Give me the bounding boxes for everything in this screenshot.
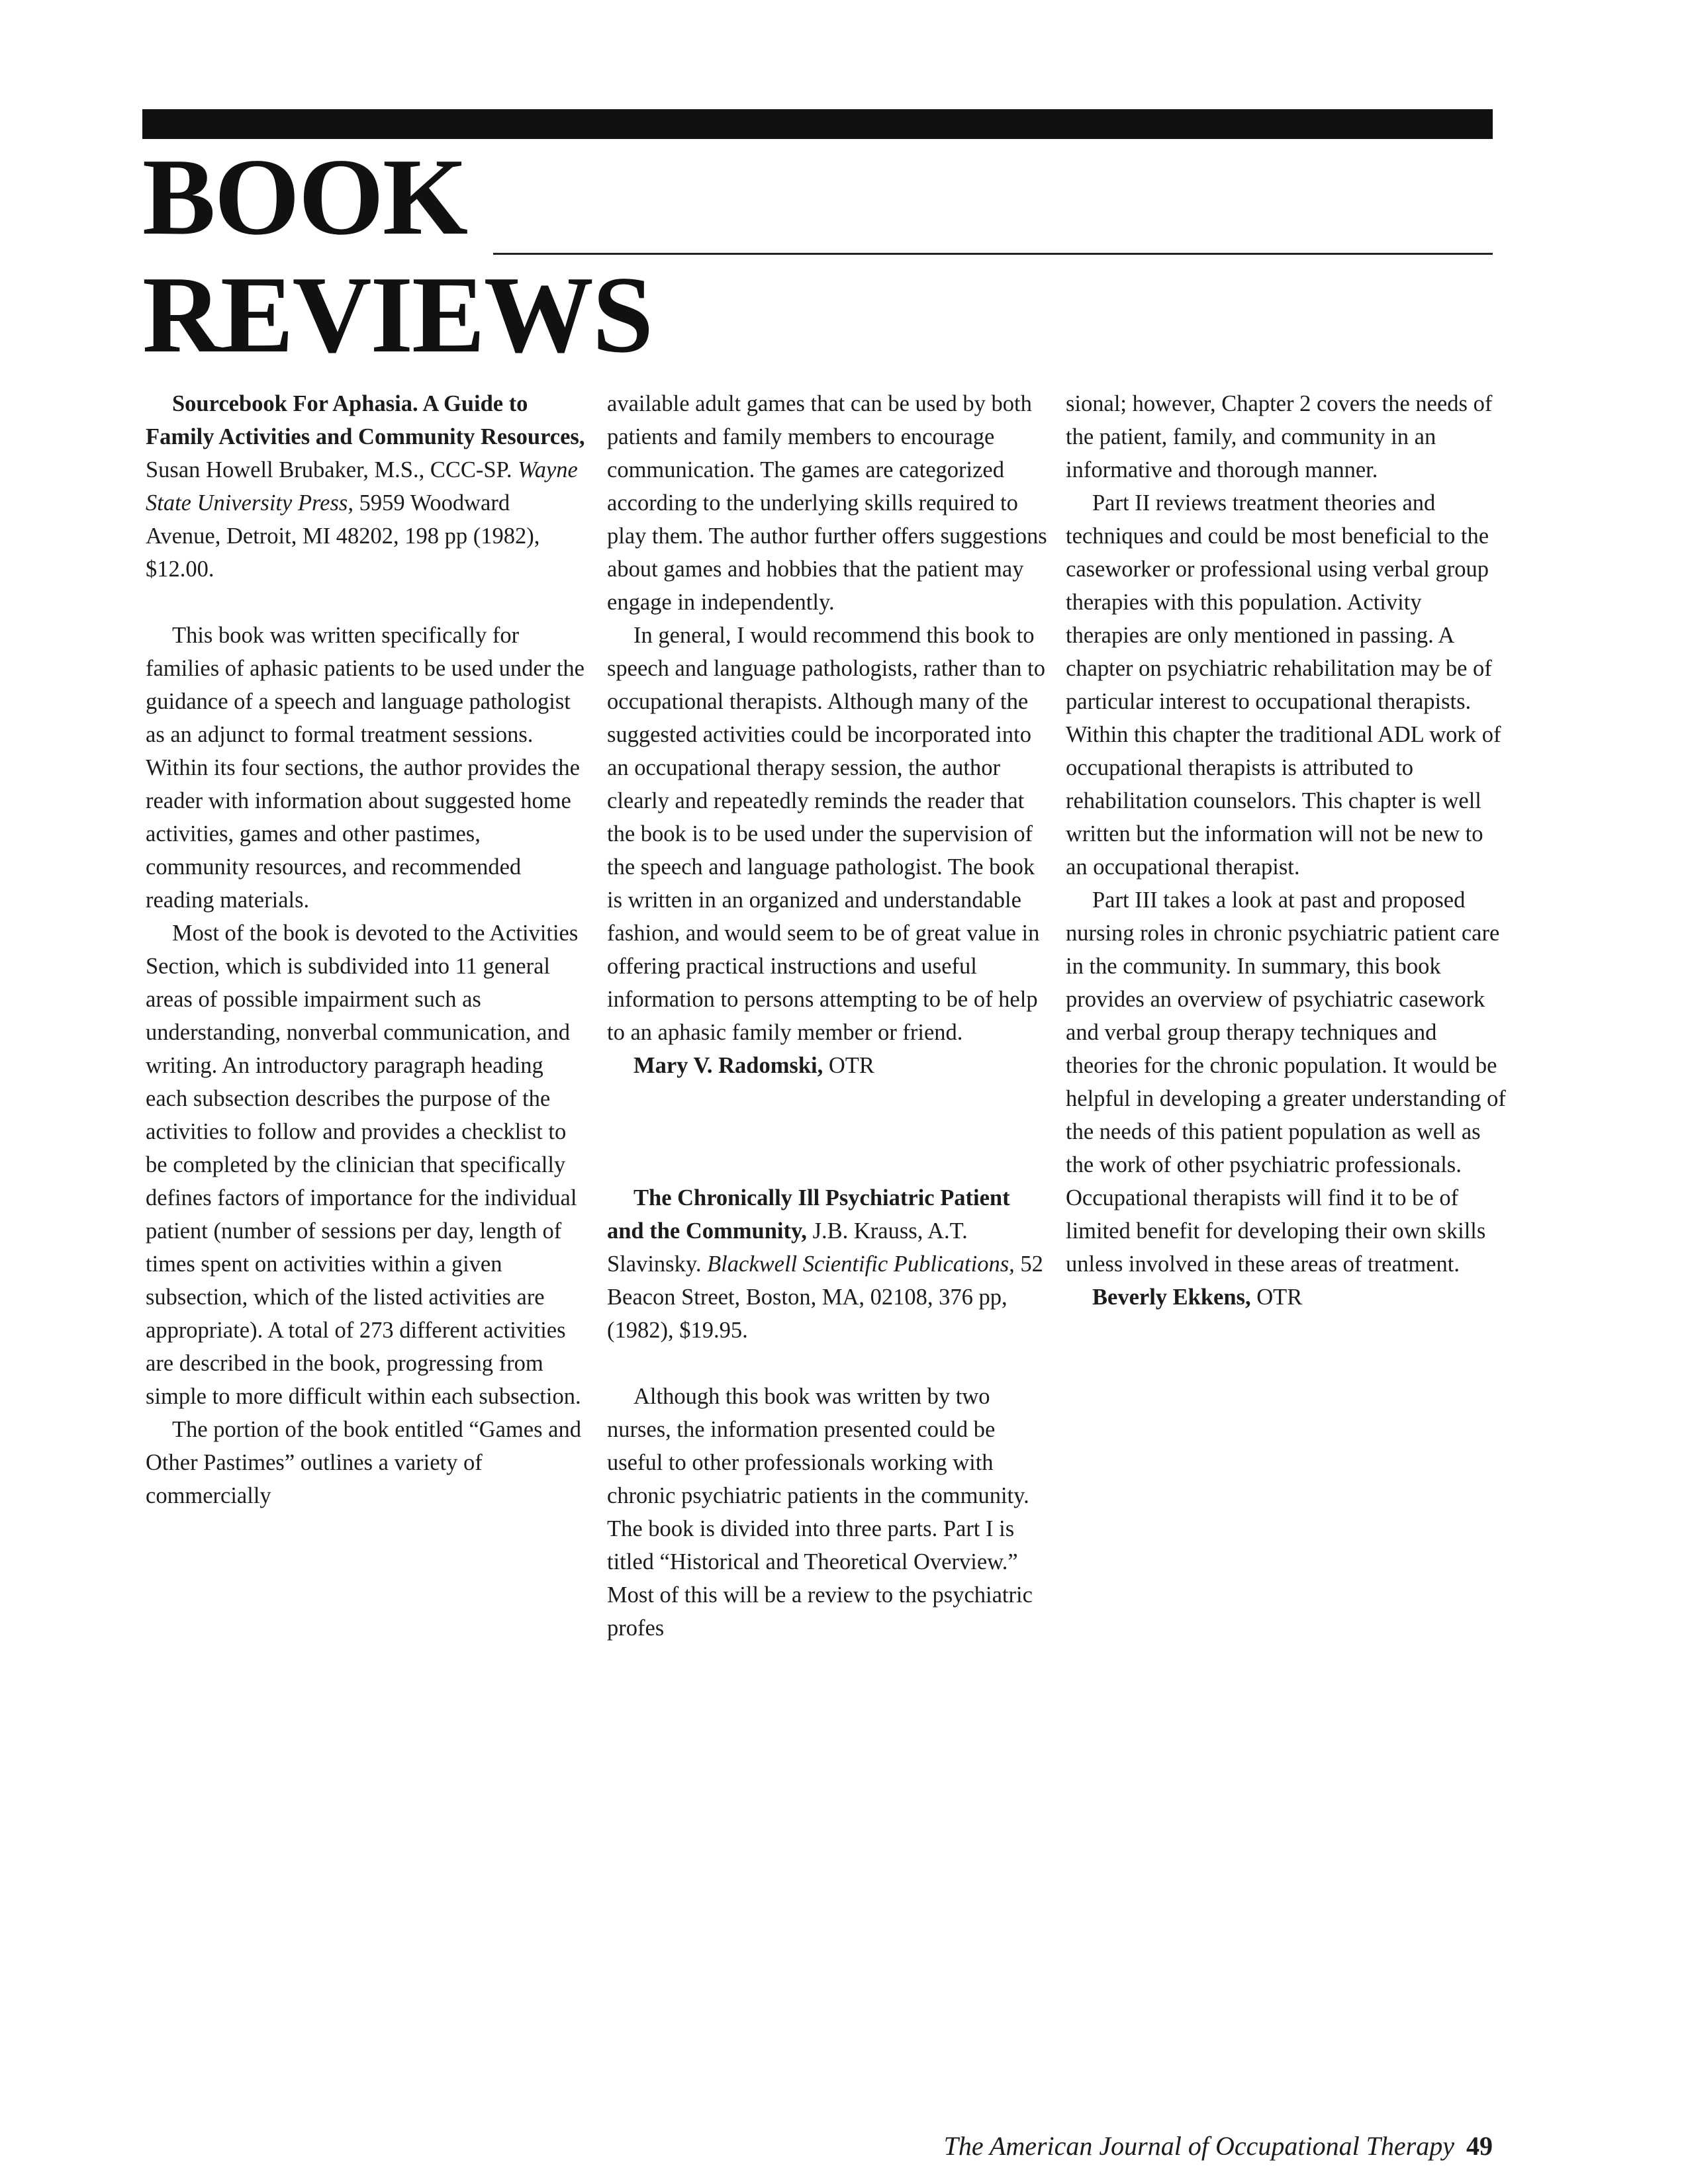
section-title-line1: BOOK <box>142 136 467 257</box>
review1-reviewer <box>607 1049 1051 1082</box>
review2-citation <box>607 1181 1051 1347</box>
review1-book-title: Sourcebook For Aphasia. A Guide to Family Activities and Community Resources, <box>146 391 585 449</box>
review2-publisher: Blackwell Scientific Publications, <box>707 1251 1015 1277</box>
column-1 <box>146 387 589 1512</box>
column-3 <box>1066 387 1509 1314</box>
review1-authors: Susan Howell Brubaker, M.S., CCC-SP. <box>146 457 518 482</box>
section-title-line2: REVIEWS <box>142 253 653 375</box>
review1-details: 5959 Woodward Avenue, Detroit, MI 48202, 198 pp (1982), $12.00. <box>146 490 540 582</box>
review1-publisher: Wayne State University Press, <box>146 457 578 516</box>
review1-paragraph: Most of the book is devoted to the Activities Section, which is subdivided into 11 general areas of possible impairment such as understanding, nonverbal communication, and writing. An introductory paragraph heading each subsection describes the purpose of the activities to follow and provides a checklist to be completed by the clinician that specifically defines factors of importance for the individual patient (number of sessions per day, length of times spent on activities within a given subsection, which of the listed activities are appropriate). A total of 273 different activities are described in the book, progressing from simple to more difficult within each subsection. <box>146 921 581 1409</box>
review1-reviewer-credential: OTR <box>823 1053 874 1078</box>
review1-citation <box>146 387 589 586</box>
section-title <box>142 138 652 373</box>
review1-paragraph: This book was written specifically for families of aphasic patients to be used under the guidance of a speech and language pathologist as an adjunct to formal treatment sessions. Within its four sections, the author provides the reader with information about suggested home activities, games and other pastimes, community resources, and recommended reading materials. <box>146 623 585 913</box>
review2-paragraph: Although this book was written by two nurses, the information presented could be useful to other professionals working with chronic psychiatric patients in the community. The book is divided into three parts. Part I is titled “Historical and Theoretical Overview.” Most of this will be a review to the psychiatric profes <box>607 1384 1033 1641</box>
review2-reviewer-name: Beverly Ekkens, <box>1092 1285 1251 1310</box>
review2-reviewer <box>1066 1281 1509 1314</box>
review1-paragraph-continued: available adult games that can be used by both patients and family members to encourage communication. The games are categorized according to the underlying skills required to play them. The author further offers suggestions about games and hobbies that the patient may engage in independently. <box>607 391 1047 615</box>
review1-paragraph: The portion of the book entitled “Games and Other Pastimes” outlines a variety of commercially <box>146 1417 581 1508</box>
review2-paragraph: Part II reviews treatment theories and techniques and could be most beneficial to the caseworker or professional using verbal group therapies with this population. Activity therapies are only mentioned in passing. A chapter on psychiatric rehabilitation may be of particular interest to occupational therapists. Within this chapter the traditional ADL work of occupational therapists is attributed to rehabilitation counselors. This chapter is well written but the information will not be new to an occupational therapist. <box>1066 490 1501 880</box>
review2-authors: J.B. Krauss, A.T. Slavinsky. <box>607 1218 968 1277</box>
review1-paragraph: In general, I would recommend this book to speech and language pathologists, rather than to occupational therapists. Although many of the suggested activities could be incorporated into an occupational therapy session, the author clearly and repeatedly reminds the reader that the book is to be used under the supervision of the speech and language pathologist. The book is written in an organized and understandable fashion, and would seem to be of great value in offering practical instructions and useful information to persons attempting to be of help to an aphasic family member or friend. <box>607 623 1046 1045</box>
page-footer <box>728 2130 1493 2163</box>
review2-details: 52 Beacon Street, Boston, MA, 02108, 376 pp, (1982), $19.95. <box>607 1251 1043 1343</box>
header-thick-rule <box>142 109 1493 139</box>
review2-reviewer-credential: OTR <box>1250 1285 1303 1310</box>
review1-reviewer-name: Mary V. Radomski, <box>633 1053 823 1078</box>
review2-paragraph-continued: sional; however, Chapter 2 covers the needs of the patient, family, and community in an informative and thorough manner. <box>1066 391 1493 482</box>
column-2 <box>607 387 1051 1645</box>
journal-name: The American Journal of Occupational Therapy <box>943 2131 1454 2161</box>
page-number: 49 <box>1466 2131 1493 2161</box>
review2-paragraph: Part III takes a look at past and proposed nursing roles in chronic psychiatric patient care in the community. In summary, this book provides an overview of psychiatric casework and verbal group therapy techniques and theories for the chronic population. It would be helpful in developing a greater understanding of the needs of this patient population as well as the work of other psychiatric professionals. Occupational therapists will find it to be of limited benefit for developing their own skills unless involved in these areas of treatment. <box>1066 887 1506 1277</box>
review2-book-title: The Chronically Ill Psychiatric Patient and the Community, <box>607 1185 1010 1244</box>
